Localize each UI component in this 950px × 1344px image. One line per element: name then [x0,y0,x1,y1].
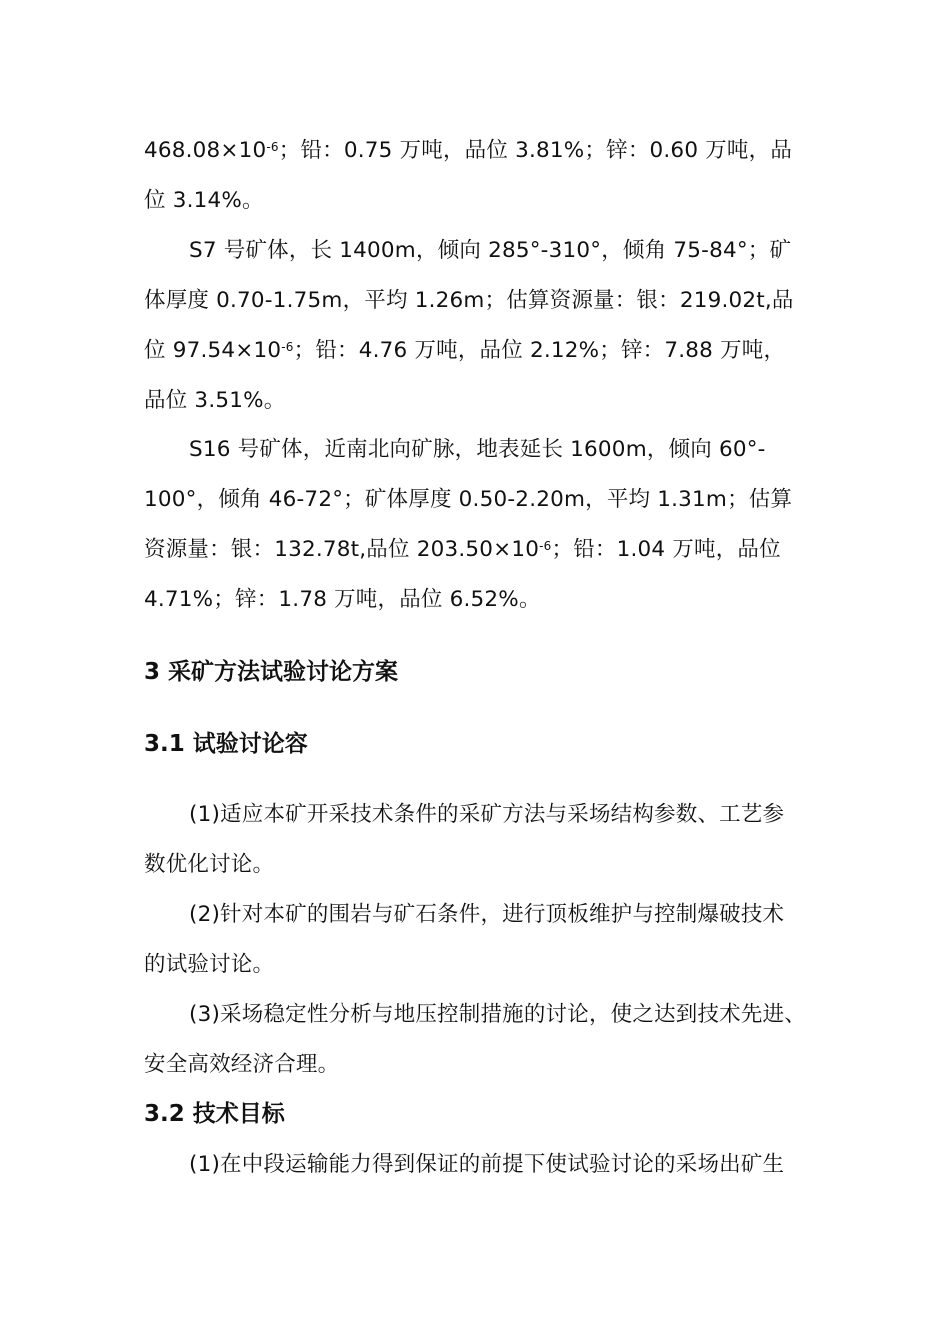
superscript: -6 [266,140,279,154]
list-item-first-line: (1)适应本矿开采技术条件的采矿方法与采场结构参数、工艺参 [189,802,785,827]
superscript: -6 [539,539,552,553]
list-item-first-line: (3)采场稳定性分析与地压控制措施的讨论，使之达到技术先进、 [189,1002,806,1027]
text-line: 4.71%；锌：1.78 万吨，品位 6.52%。 [144,587,541,612]
text-line: 体厚度 0.70-1.75m，平均 1.26m；估算资源量：银：219.02t,品 [144,288,794,313]
text-line: 品位 3.51%。 [144,388,286,413]
subsection-heading: 3.2 技术目标 [144,1101,285,1127]
list-item-first-line: (2)针对本矿的围岩与矿石条件，进行顶板维护与控制爆破技术 [189,902,785,927]
text-line: 位 3.14%。 [144,188,264,213]
subsection-heading: 3.1 试验讨论容 [144,731,308,757]
text-line: 安全高效经济合理。 [144,1052,340,1077]
text-span: 位 97.54×10 [144,338,282,363]
text-line: 的试验讨论。 [144,952,275,977]
text-line [144,136,792,166]
paragraph-first-line: S7 号矿体，长 1400m，倾向 285°-310°，倾角 75-84°；矿 [189,238,792,263]
text-span: ；铅：4.76 万吨，品位 2.12%；锌：7.88 万吨， [293,338,786,363]
text-line: 100°，倾角 46-72°；矿体厚度 0.50-2.20m，平均 1.31m；估算 [144,487,793,512]
text-line [144,535,781,565]
superscript: -6 [281,340,294,354]
text-line: 数优化讨论。 [144,852,275,877]
text-span: 468.08×10 [144,138,267,163]
list-item-first-line: (1)在中段运输能力得到保证的前提下使试验讨论的采场出矿生 [189,1152,785,1177]
section-heading: 3 采矿方法试验讨论方案 [144,659,399,685]
text-line [144,336,785,366]
text-span: ；铅：1.04 万吨，品位 [551,537,781,562]
text-span: ；铅：0.75 万吨，品位 3.81%；锌：0.60 万吨，品 [278,138,793,163]
text-span: 资源量：银：132.78t,品位 203.50×10 [144,537,540,562]
paragraph-first-line: S16 号矿体，近南北向矿脉，地表延长 1600m，倾向 60°- [189,437,766,462]
